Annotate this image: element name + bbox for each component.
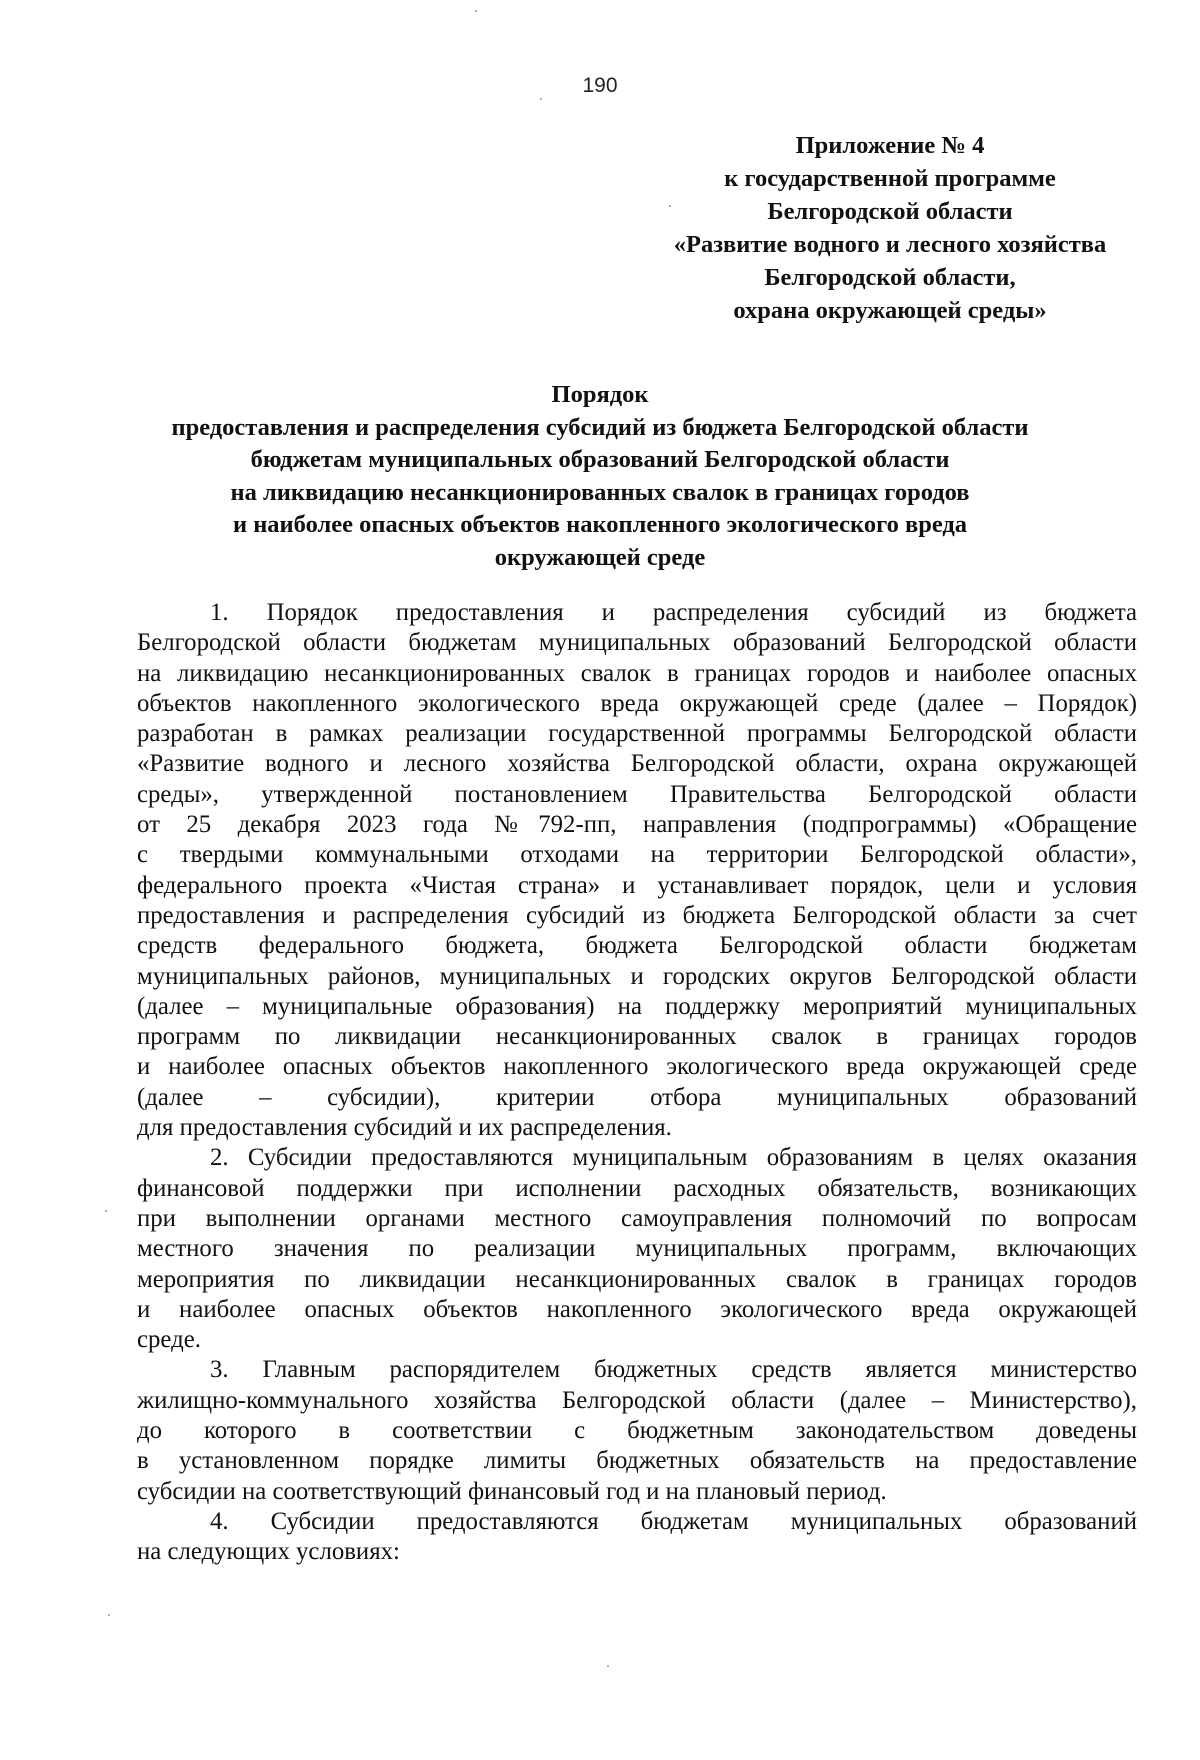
paragraph-line: и наиболее опасных объектов накопленного экологического вреда окружающей среде bbox=[137, 1053, 1137, 1081]
paragraph-line: (далее – субсидии), критерии отбора муниципальных образований bbox=[137, 1083, 1137, 1111]
document-body bbox=[137, 598, 1137, 1568]
scan-speck bbox=[607, 1665, 609, 1667]
paragraph-line: с твердыми коммунальными отходами на территории Белгородской области», bbox=[137, 841, 1137, 869]
title-line: и наиболее опасных объектов накопленного экологического вреда bbox=[232, 511, 968, 538]
paragraph-line: 1. Порядок предоставления и распределения субсидий из бюджета bbox=[210, 599, 1137, 626]
paragraph-4 bbox=[137, 1507, 1137, 1568]
paragraph-line: среды», утвержденной постановлением Правительства Белгородской области bbox=[137, 780, 1137, 808]
paragraph-line: Белгородской области бюджетам муниципальных образований Белгородской области bbox=[137, 629, 1137, 657]
paragraph-line: до которого в соответствии с бюджетным законодательством доведены bbox=[137, 1417, 1137, 1445]
appendix-line: Белгородской области, bbox=[764, 264, 1016, 291]
paragraph-line: при выполнении органами местного самоуправления полномочий по вопросам bbox=[137, 1204, 1137, 1232]
paragraph-line: местного значения по реализации муниципальных программ, включающих bbox=[137, 1235, 1137, 1263]
paragraph-line: (далее – муниципальные образования) на поддержку мероприятий муниципальных bbox=[137, 992, 1137, 1020]
paragraph-line: разработан в рамках реализации государственной программы Белгородской области bbox=[137, 720, 1137, 748]
scan-speck bbox=[669, 205, 671, 207]
paragraph-line: «Развитие водного и лесного хозяйства Белгородской области, охрана окружающей bbox=[137, 750, 1137, 778]
paragraph-line: и наиболее опасных объектов накопленного экологического вреда окружающей bbox=[137, 1295, 1137, 1323]
appendix-line: к государственной программе bbox=[724, 165, 1056, 192]
paragraph-line: программ по ликвидации несанкционированных свалок в границах городов bbox=[137, 1023, 1137, 1051]
appendix-header bbox=[640, 129, 1140, 327]
scan-speck bbox=[540, 98, 542, 100]
paragraph-line: 3. Главным распорядителем бюджетных средств является министерство bbox=[210, 1356, 1137, 1384]
paragraph-line: федерального проекта «Чистая страна» и устанавливает порядок, цели и условия bbox=[137, 871, 1137, 899]
paragraph-line: среде. bbox=[137, 1326, 201, 1354]
page-number: 190 bbox=[582, 74, 618, 97]
paragraph-line: муниципальных районов, муниципальных и городских округов Белгородской области bbox=[137, 962, 1137, 990]
paragraph-line: объектов накопленного экологического вреда окружающей среде (далее – Порядок) bbox=[137, 689, 1137, 717]
document-title bbox=[100, 379, 1100, 574]
paragraph-line: финансовой поддержки при исполнении расходных обязательств, возникающих bbox=[137, 1174, 1137, 1202]
paragraph-line: жилищно-коммунального хозяйства Белгородской области (далее – Министерство), bbox=[137, 1386, 1137, 1414]
scan-speck bbox=[475, 10, 477, 12]
paragraph-line: мероприятия по ликвидации несанкционированных свалок в границах городов bbox=[137, 1265, 1137, 1293]
paragraph-line: субсидии на соответствующий финансовый год и на плановый период. bbox=[137, 1477, 887, 1505]
paragraph-line: на ликвидацию несанкционированных свалок в границах городов и наиболее опасных bbox=[137, 659, 1137, 687]
paragraph-line: средств федерального бюджета, бюджета Белгородской области бюджетам bbox=[137, 932, 1137, 960]
title-line: предоставления и распределения субсидий из бюджета Белгородской области bbox=[171, 413, 1029, 441]
title-line: Порядок bbox=[551, 381, 649, 408]
title-line: бюджетам муниципальных образований Белгородской области bbox=[250, 446, 950, 473]
paragraph-line: 4. Субсидии предоставляются бюджетам муниципальных образований bbox=[210, 1507, 1137, 1535]
paragraph-line: 2. Субсидии предоставляются муниципальным образованиям в целях оказания bbox=[210, 1144, 1137, 1172]
title-line: на ликвидацию несанкционированных свалок в границах городов bbox=[230, 478, 970, 506]
title-line: окружающей среде bbox=[494, 543, 706, 571]
paragraph-line: для предоставления субсидий и их распределения. bbox=[137, 1114, 672, 1142]
appendix-line: Белгородской области bbox=[767, 198, 1013, 225]
paragraph-line: от 25 декабря 2023 года №792-пп, направления (подпрограммы) «Обращение bbox=[137, 811, 1137, 839]
scan-speck bbox=[108, 1614, 110, 1616]
paragraph-line: в установленном порядке лимиты бюджетных обязательств на предоставление bbox=[137, 1447, 1137, 1475]
appendix-line: Приложение № 4 bbox=[795, 132, 985, 159]
paragraph-1 bbox=[137, 598, 1137, 1143]
paragraph-line: на следующих условиях: bbox=[137, 1538, 400, 1566]
appendix-line: «Развитие водного и лесного хозяйства bbox=[673, 231, 1107, 258]
paragraph-2 bbox=[137, 1143, 1137, 1355]
appendix-line: охрана окружающей среды» bbox=[733, 297, 1047, 324]
scan-speck bbox=[105, 1210, 107, 1212]
paragraph-3 bbox=[137, 1355, 1137, 1506]
paragraph-line: предоставления и распределения субсидий из бюджета Белгородской области за счет bbox=[137, 901, 1137, 929]
